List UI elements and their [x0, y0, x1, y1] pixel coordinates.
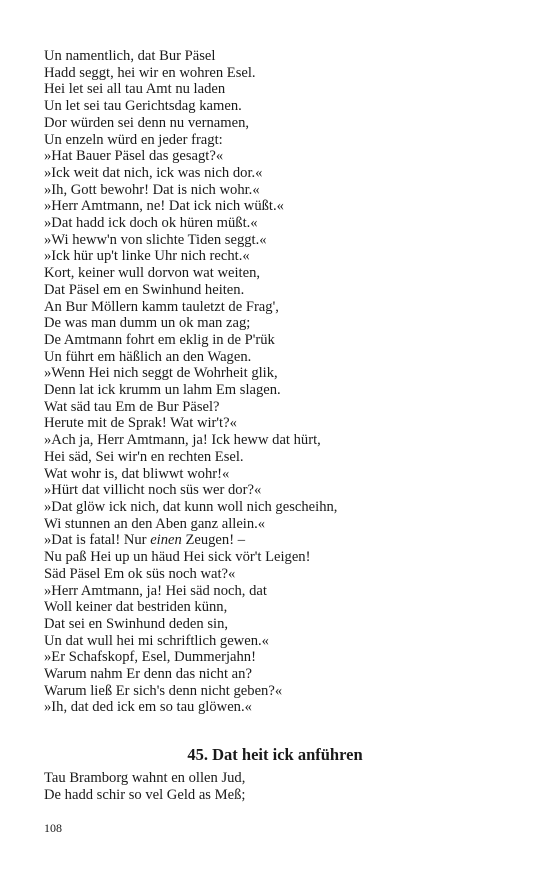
verse-line: Un führt em häßlich an den Wagen.: [44, 348, 252, 365]
page-number: 108: [44, 821, 62, 835]
verse-line: Hadd seggt, hei wir en wohren Esel.: [44, 64, 256, 81]
verse-line: »Dat hadd ick doch ok hüren müßt.«: [44, 215, 258, 232]
verse-line: Hei säd, Sei wir'n en rechten Esel.: [44, 448, 244, 465]
verse-line: »Ick weit dat nich, ick was nich dor.«: [44, 164, 263, 181]
emphasis-word: einen: [150, 532, 182, 549]
verse-line: »Dat glöw ick nich, dat kunn woll nich gescheihn,: [44, 498, 338, 515]
verse-line: Wi stunnen an den Aben ganz allein.«: [44, 515, 266, 532]
verse-line: An Bur Möllern kamm tauletzt de Frag',: [44, 298, 279, 315]
verse-line: Warum ließ Er sich's denn nicht geben?«: [44, 682, 283, 699]
verse-line: Kort, keiner wull dorvon wat weiten,: [44, 265, 261, 282]
verse-line: Un namentlich, dat Bur Päsel: [44, 48, 216, 64]
verse-line: »Wenn Hei nich seggt de Wohrheit glik,: [44, 365, 278, 382]
verse-line: »Herr Amtmann, ja! Hei säd noch, dat: [44, 582, 267, 599]
verse-line: De was man dumm un ok man zag;: [44, 315, 251, 332]
verse-line: Dat Päsel em en Swinhund heiten.: [44, 281, 245, 298]
emphasis-before: »Dat is fatal! Nur: [44, 532, 151, 549]
verse-line: Warum nahm Er denn das nicht an?: [44, 666, 252, 683]
verse-line: Un let sei tau Gerichtsdag kamen.: [44, 98, 242, 115]
verse-line: Denn lat ick krumm un lahm Em slagen.: [44, 382, 281, 399]
verse-line: »Ih, Gott bewohr! Dat is nich wohr.«: [44, 181, 260, 198]
verse-line: »Ih, dat ded ick em so tau glöwen.«: [44, 699, 252, 716]
verse-line: Un dat wull hei mi schriftlich gewen.«: [44, 632, 269, 649]
verse-line: De Amtmann fohrt em eklig in de P'rük: [44, 331, 275, 348]
poem-new: [44, 770, 514, 803]
verse-line: Säd Päsel Em ok süs noch wat?«: [44, 565, 236, 582]
verse-line: Dor würden sei denn nu vernamen,: [44, 114, 250, 131]
verse-line: Un enzeln würd en jeder fragt:: [44, 131, 223, 148]
verse-line: Woll keiner dat bestriden künn,: [44, 599, 228, 616]
verse-line-emphasis: [44, 532, 514, 549]
verse-line: Wat wohr is, dat bliwwt wohr!«: [44, 465, 230, 482]
verse-line: »Ick hür up't linke Uhr nich recht.«: [44, 248, 250, 265]
verse-line: »Hat Bauer Päsel das gesagt?«: [44, 148, 224, 165]
verse-line: »Wi heww'n von slichte Tiden seggt.«: [44, 231, 267, 248]
verse-line: »Er Schafskopf, Esel, Dummerjahn!: [44, 649, 256, 666]
verse-line: »Herr Amtmann, ne! Dat ick nich wüßt.«: [44, 198, 284, 215]
verse-line: Herute mit de Sprak! Wat wir't?«: [44, 415, 237, 432]
emphasis-after: Zeugen! –: [181, 532, 246, 549]
verse-line: Wat säd tau Em de Bur Päsel?: [44, 398, 220, 415]
verse-line: »Hürt dat villicht noch süs wer dor?«: [44, 482, 262, 499]
verse-line: Tau Bramborg wahnt en ollen Jud,: [44, 770, 246, 786]
verse-line: »Ach ja, Herr Amtmann, ja! Ick heww dat hürt,: [44, 432, 321, 449]
section-heading: 45. Dat heit ick anführen: [187, 745, 363, 764]
verse-line: Hei let sei all tau Amt nu laden: [44, 81, 226, 98]
verse-line: De hadd schir so vel Geld as Meß;: [44, 786, 246, 803]
verse-line: Nu paß Hei up un häud Hei sick vör't Leigen!: [44, 549, 311, 566]
poem-continued: [44, 48, 514, 716]
verse-line: Dat sei en Swinhund deden sin,: [44, 615, 229, 632]
